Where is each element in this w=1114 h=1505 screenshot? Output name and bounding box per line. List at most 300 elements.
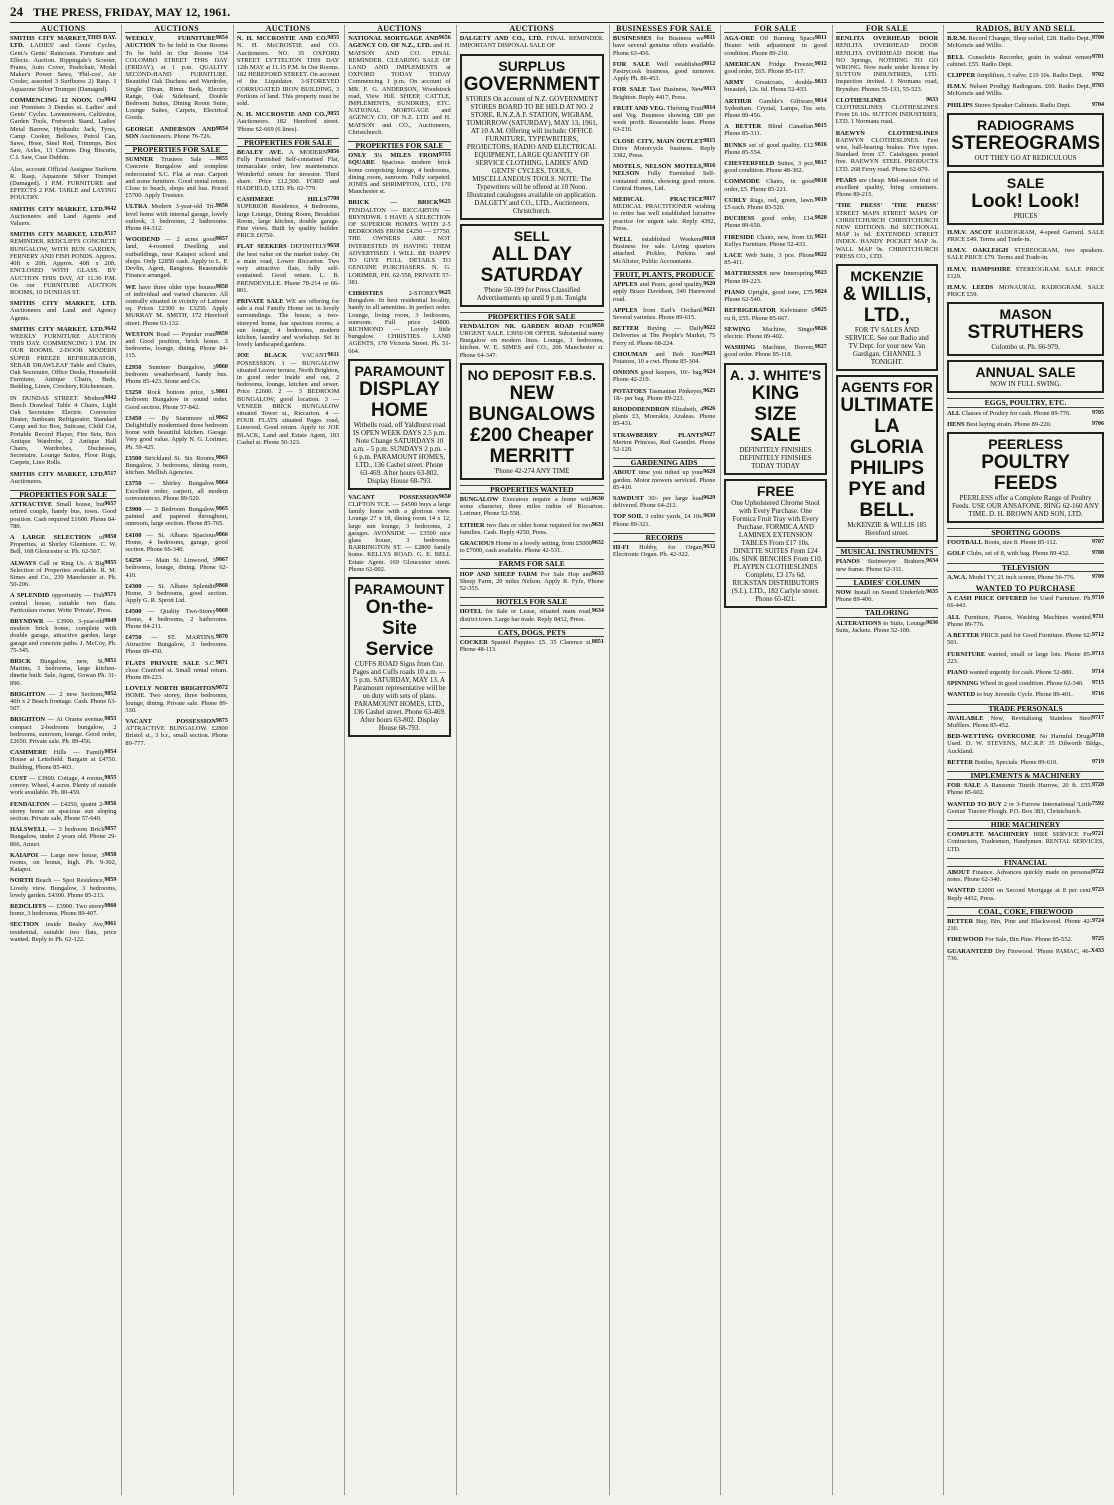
classified-ad <box>10 921 116 943</box>
ad-reference: 9634 <box>926 558 939 565</box>
ad-text: — 3 Bedroom Bungalow, painted and papered throughout, sunroom, large section. Phone 85-765. <box>125 505 228 528</box>
ad-text: REMINDER. REDCLIFFS CONCRETE BUNGALOW, WITH BUN GARDEN, FERNERY AND FISH PONDS. Approx. 40ft x 20ft. Approx. 40ft x 20ft. ENCLOSED WITH GLASS. BY AUCTION THIS DAY, AT 11.30 P.M. On our FURNITURE AUCTION ROOMS, 10 DUNDAS ST. <box>10 238 117 296</box>
classified-ad <box>10 326 116 391</box>
display-advertisement <box>947 171 1104 225</box>
section-subhead: GARDENING AIDS <box>613 458 715 467</box>
ad-text: set of good quality, £12. Phone 85-554. <box>724 141 815 156</box>
ad-text: Hobby, for Organ, Electronic Organ. Ph. 42-322. <box>612 543 704 559</box>
ad-text: wanted, small or large lots. Phone 85-223. <box>947 650 1092 665</box>
ad-lead: H.M.V. <box>947 83 967 91</box>
ad-reference: 9872 <box>215 685 228 692</box>
ad-lead: MATTRESSES <box>724 270 767 278</box>
section-subhead: CATS, DOGS, PETS <box>460 628 604 637</box>
ad-text: STEREOGRAM. SALE PRICE £129. <box>947 265 1104 280</box>
ad-lead: N. H. MCCROSTIE AND CO., <box>236 111 328 119</box>
classified-ad <box>613 544 715 558</box>
display-line: SURPLUS <box>498 57 566 74</box>
ad-reference: 9855 <box>104 774 117 781</box>
ad-lead: WE <box>125 283 137 291</box>
ad-reference: 9862 <box>215 414 228 421</box>
ad-text: Home in a lovely setting, from £5000 to £7000, cash available. Phone 42-531. <box>459 540 592 555</box>
display-advertisement <box>836 375 938 542</box>
newspaper-column <box>344 25 450 1495</box>
ad-text: 2 or 3-Furrow International 'Little Genius' Tractor Plough. P.O. Box 383, Christchurch. <box>947 800 1092 815</box>
display-line: STORES On account of N.Z. GOVERNMENT STORES BOARD TO BE HELD AT NO. 2 STORE, R.N.Z.A.F. STATION, WIGRAM, TOMORROW (SATURDAY), MAY 13, 1961, AT 10 A.M. Offering will include: OFFICE FURNITURE, TYPEWRITERS, PROJECTORS, RADIO AND ELECTRICAL EQUIPMENT, LARGE QUANTITY OF SERVICE CLOTHING, LADIES' AND GENTS' CYCLES, TOOLS, MISCELLANEOUS TOOLS. NOTE: The Typewriters will be offered at 10 Noon. Illustrated catalogues available on application. DALGETY and CO., LTD., Auctioneers, Christchurch. <box>465 94 599 215</box>
display-line: NEW BUNGALOWS £200 Cheaper MERRITT <box>468 382 596 467</box>
ad-lead: GEORGE ANDERSON AND SON <box>125 125 216 140</box>
classified-ad <box>613 307 715 321</box>
ad-reference: 9719 <box>1092 758 1104 765</box>
ad-lead: COMPLETE MACHINERY <box>947 831 1029 839</box>
ad-reference: 9870 <box>215 634 228 641</box>
ad-lead: LOVELY NORTH BRIGHTON <box>125 685 216 693</box>
ad-reference: 9816 <box>703 163 716 170</box>
section-subhead: PROPERTIES FOR SALE <box>125 145 227 154</box>
classified-ad <box>724 326 826 340</box>
ad-reference: 9861 <box>215 389 228 396</box>
ad-lead: PIANO <box>947 668 968 676</box>
ad-lead: MEDICAL PRACTICE <box>612 196 704 204</box>
display-line: MASON <box>999 306 1052 323</box>
ad-text: On our Premises 3 Dundas st. Ladies' and Gents' Cycles. Lawnmowers, Cultivator, Garden Tools, Fretwork Stand, Ladies' Metal Barrow, Hydraulic Jack, Tyres, Camp Cooker, Bellows, Petrol Can, Saws, Hose, Steel Rod, Trimmps, Box Saw, Axles, 13 Cartons Dog Biscuits, C.I. Saw, Case Dubbin. <box>10 96 117 162</box>
classified-ad <box>125 506 227 528</box>
classified-ad <box>10 501 116 530</box>
ad-reference: 9859 <box>104 877 117 884</box>
ad-text: Now, Revitalising Stainless Steel Mufflers. Phone 85-452. <box>947 714 1092 729</box>
ad-text: Model TV, 21 inch screen, Phone 56-776. <box>968 573 1076 581</box>
classified-ad <box>460 571 604 593</box>
ad-lead: COMMENCING 12 NOON. <box>10 96 93 104</box>
classified-ad <box>460 608 604 622</box>
classified-ad <box>237 35 339 107</box>
classified-ad <box>10 471 116 485</box>
display-line: POULTRY FEEDS <box>981 452 1070 495</box>
ad-reference: 9871 <box>215 659 228 666</box>
ad-text: — Shirley Bungalow. Excellent order, carport, all modern conveniences. Phone 89-520. <box>125 480 228 502</box>
classified-ad <box>10 35 116 93</box>
classified-ad <box>724 61 826 75</box>
ad-text: — 2 new Sections, 40ft x 2 Beach frontage. Cash. Phone 63-507. <box>10 690 117 713</box>
classified-ad <box>10 852 116 874</box>
ad-reference: 9857 <box>104 826 117 833</box>
classified-ad <box>125 634 227 656</box>
classified-ad <box>125 156 227 199</box>
ad-text: Chairs, in good order, £5. Phone 85-221. <box>724 178 815 193</box>
section-subhead: PROPERTIES WANTED <box>460 485 604 494</box>
ad-text: Elizabeth, 4 plants £3, Moerakis, Azaleas. Phone 85-431. <box>612 405 716 428</box>
ad-text: CLOTHESLINES CLOTHESLINES From £6 10s. SUTTON INDUSTRIES, LTD. 1 Normans road. <box>835 104 939 126</box>
ad-reference: 9650 <box>438 493 451 500</box>
ad-text: A Ransome Tineth Harrow, 20 ft. £55. Phone 85-602. <box>947 782 1092 797</box>
ad-lead: £3750 <box>125 480 142 488</box>
display-line: AGENTS FOR <box>841 379 933 396</box>
ad-reference: 9714 <box>1092 668 1104 675</box>
classified-ad <box>724 307 826 321</box>
ad-reference: 9861 <box>104 921 117 928</box>
classified-ad <box>613 236 715 265</box>
ad-text: Also, account Official Assignee Surform R. Rasp, Aquazone Silver Trumpet (Damaged). 1 P.M. FURNITURE and EFFECTS 2 P.M. TABLE and LAYING POULTRY. <box>10 165 117 202</box>
ad-reference: 9625 <box>438 289 451 296</box>
classified-ad <box>724 234 826 248</box>
classified-ad <box>125 236 227 279</box>
ad-lead: SMITHS CITY MARKET, LTD. <box>10 205 105 213</box>
ad-text: Wheel in good condition. Phone 62-340. <box>979 680 1084 688</box>
ad-text: Executors require a home with some character, three miles radius of Riccarton. Lorimer, Phone 52-558. <box>459 496 604 518</box>
classified-ad <box>836 202 938 260</box>
ad-reference: 9718 <box>1092 733 1104 740</box>
ad-reference: 8517 <box>104 470 117 477</box>
ad-text: good order, £14. Phone 89-650. <box>724 215 815 230</box>
ad-text: Boots, size 8. Phone 85-112. <box>984 539 1058 547</box>
display-line: One Upholstered Chrome Stool with Every Purchase. One Formica Fruit Tray with Every Purchase. FORMICA AND LAMINEX EXTENSION TABLES From £17 10s. DINETTE SUITES From £24 10s. SINK BENCHES From £10. PLAYPEN CLOTHESLINES Complete, £3 17s 6d. RICKSTAN DISTRIBUTORS (S.I.), LTD., 182 Carlyle street. Phone 65-821. <box>728 498 823 603</box>
ad-reference: 9708 <box>1092 550 1104 557</box>
ad-lead: ONLY 3½ MILES FROM SQUARE <box>348 152 439 167</box>
display-advertisement <box>836 264 938 371</box>
classified-ad <box>724 344 826 358</box>
classified-ad <box>947 550 1104 557</box>
ad-text: RADIOGRAM, 4-speed Garrard. SALE PRICE £49. Terms and Trade-in. <box>947 228 1104 244</box>
ad-lead: BETTER <box>947 917 974 925</box>
display-line: GOVERNMENT <box>463 73 600 95</box>
ad-reference: 9630 <box>703 513 716 520</box>
classified-ad <box>348 199 450 285</box>
ad-text: Small house, but retired couple, handy bus, town. Good position. Cash required £1600. Phone 84-780. <box>10 501 117 530</box>
ad-reference: 9658 <box>591 322 604 329</box>
ad-reference: 9656 <box>438 35 451 42</box>
classified-ad <box>10 206 116 228</box>
classified-ad <box>10 877 116 899</box>
classified-ad <box>947 410 1104 417</box>
ad-lead: SMITHS CITY MARKET, LTD. <box>10 231 105 239</box>
ad-lead: EITHER <box>459 521 485 529</box>
ad-reference: 9700 <box>1092 35 1104 42</box>
section-subhead: FINANCIAL <box>947 858 1104 867</box>
ad-reference: 9851 <box>104 658 117 665</box>
ad-text: Tasmanian Pinkeyes, 18/- per bag. Phone 89-223. <box>612 387 704 402</box>
ad-lead: FIREWOOD <box>947 936 984 944</box>
ad-text: FENDALTON — RICCARTON — BRYNDWR. I HAVE A SELECTION OF SUPERIOR HOMES WITH 2-5 BEDROOMS FROM £4250 — £7750. THE OWNERS ARE NOT INTERESTED IN HAVING THEM ADVERTISED. I WILL BE HAPPY TO GIVE FULL DETAILS TO GENUINE PURCHASERS. N. G. LORIMER, PH. 62-558, PRIVATE 57-381. <box>348 206 451 286</box>
classified-ad <box>125 660 227 682</box>
ad-lead: £3900 <box>125 505 142 513</box>
section-subhead: TAILORING <box>836 608 938 617</box>
ad-lead: £3250 <box>125 389 142 397</box>
ad-reference: 9813 <box>703 86 716 93</box>
classified-ad <box>947 229 1104 243</box>
ad-reference: 9825 <box>814 307 827 314</box>
ad-lead: AVAILABLE <box>947 714 984 722</box>
classified-ad <box>836 589 938 603</box>
ad-text: FOR URGENT SALE. £3950 OR OFFER. Substantial sunny Bungalow on modern lines. Lounge, 3 bedrooms, kitchen. W. E. SIMES and CO., 206 Manchester st. Phone 64-347. <box>459 322 604 359</box>
display-advertisement <box>460 54 604 220</box>
section-subhead: LADIES' COLUMN <box>836 578 938 587</box>
display-line: 'Phone 50-199 for Press Classified Advertisements up until 9 p.m. Tonight <box>476 285 587 302</box>
ad-lead: COCKER <box>459 639 488 647</box>
ad-lead: SMITHS CITY MARKET, LTD. <box>10 325 105 333</box>
ad-text: Auctioneers. Phone 76-726. <box>139 132 212 140</box>
ad-reference: 9854 <box>215 125 228 132</box>
section-subhead: PROPERTIES FOR SALE <box>348 141 450 150</box>
ad-reference: 9709 <box>1092 573 1104 580</box>
display-line: ALL DAY SATURDAY <box>480 243 583 286</box>
ad-lead: AGA-ORE <box>724 35 755 43</box>
ad-text: Strickland St. Six Rooms, Bungalow, 3 bedrooms, dining room, kitchen. Mellish Agencies. <box>125 454 228 477</box>
classified-ad <box>348 35 450 136</box>
ad-reference: 7592 <box>1092 800 1104 807</box>
classified-ad <box>947 759 1104 766</box>
classified-ad <box>237 352 339 446</box>
ad-text: inside Bealey Ave, residential, suitable two flats, price wanted. Reply to Ph. 62-122. <box>10 921 117 943</box>
classified-ad <box>947 733 1104 755</box>
ad-text: Spacious modern brick home comprising lounge, 4 bedrooms, dining room, sunroom. Fully carpeted. JONES and SHRIMPTON, LTD., 170 Manchester st. <box>348 159 451 196</box>
ad-lead: BRIGHTON <box>10 716 46 724</box>
classified-columns <box>10 25 1104 1495</box>
ad-text: — Quality Two-Storey Home, 4 bedrooms, 2 bathrooms. Phone 84-211. <box>125 608 228 630</box>
ad-text: opportunity — Fish central house, suitable two flats. Particulars owner. Write 'Private', Press. <box>10 592 117 614</box>
ad-lead: H.M.V. OAKLEIGH <box>947 247 1009 255</box>
classified-ad <box>237 196 339 239</box>
ad-text: STEREOGRAM, two speakers. SALE PRICE £79. Terms and Trade-in. <box>947 247 1104 262</box>
classified-ad <box>724 79 826 93</box>
ad-text: for Used Furniture. Ph. 66-443. <box>947 595 1092 610</box>
ad-text: Upright, good tone, £75. Phone 62-540. <box>724 288 815 304</box>
classified-ad <box>947 948 1104 962</box>
classified-ad <box>125 557 227 579</box>
ad-lead: KAIAPOI <box>10 851 39 859</box>
classified-ad <box>836 130 938 173</box>
ad-text: Amplifiers, 3 valve. £19 10s. Radio Dept. <box>976 72 1084 80</box>
classified-ad <box>613 406 715 428</box>
ad-text: Call or Ring Us. A Big Selection of Properties available. R. M. Simes and Co., 239 Manchester st. Ph. 50-206. <box>10 559 117 589</box>
column-heading: FOR SALE <box>724 25 826 33</box>
ad-lead: CHRISTIES <box>348 289 384 297</box>
ad-reference: 9811 <box>815 35 827 42</box>
classified-ad <box>836 177 938 199</box>
ad-lead: GUARANTEED <box>947 947 993 955</box>
newspaper-column <box>943 25 1104 1495</box>
display-line: & WILLIS, LTD., <box>842 284 932 327</box>
ad-lead: WANTED <box>947 691 976 699</box>
newspaper-column <box>720 25 826 1495</box>
ad-lead: A BETTER <box>947 632 980 640</box>
ad-lead: £4250 <box>125 557 142 565</box>
display-line: STEREOGRAMS <box>951 132 1100 154</box>
classified-ad <box>125 532 227 554</box>
ad-text: — St. Albans Splendid Home, 3 bedrooms, good section. Apply G. R. Sprott Ltd. <box>125 582 228 605</box>
display-line: SELL <box>513 227 550 244</box>
ad-lead: CURLY <box>724 196 747 204</box>
ad-reference: 9627 <box>703 431 716 438</box>
display-line: DEFINITELY FINISHES DEFINITELY FINISHES TODAY TODAY <box>739 445 812 470</box>
ad-text: Auctioneers. 182 Hereford street. 'Phone 62-669 (6 lines). <box>236 118 340 133</box>
display-line: ANNUAL SALE <box>975 364 1076 381</box>
ad-reference: 9813 <box>814 79 827 86</box>
section-subhead: TRADE PERSONALS <box>947 704 1104 713</box>
ad-lead: H.M.V. HAMPSHIRE <box>947 265 1011 273</box>
ad-text: and Bob Kerr Potatoes, 10 a cwt. Phone 85-304. <box>612 350 704 365</box>
classified-ad <box>10 801 116 823</box>
ad-reference: 9631 <box>591 521 604 528</box>
classified-ad <box>237 243 339 293</box>
ad-lead: HI-FI <box>612 543 629 551</box>
ad-text: — £3900. 3-year-old modern brick home, complete with double garage, attractive garden, large garage and concrete paths. J. McCoy, Ph. 75-345. <box>10 618 117 654</box>
ad-lead: WOODEND <box>125 236 160 244</box>
ad-lead: DALGETY AND CO., LTD. <box>459 35 543 43</box>
ad-lead: SEWING <box>724 325 751 333</box>
display-line: OUT THEY GO AT REDICULOUS <box>974 153 1077 162</box>
ad-text: Buying — Daily Deliveries at The People's Market, 75 Ferry rd. Phone 68-224. <box>612 325 716 347</box>
ad-lead: NATIONAL MORTGAGE AND AGENCY CO. OF N.Z., LTD. <box>348 35 439 50</box>
display-line: FREE <box>756 482 795 499</box>
classified-ad <box>613 138 715 160</box>
classified-ad <box>947 421 1104 428</box>
column-heading: AUCTIONS <box>10 25 116 33</box>
ad-reference: 9625 <box>438 199 451 206</box>
ad-text: from Earl's Orchard. Several varieties. Phone 89-615. <box>612 306 704 321</box>
ad-lead: NOW <box>835 588 852 596</box>
newspaper-column <box>10 25 116 1495</box>
ad-text: Nelson Prodigy Radiogram. £69. Radio Dept., McKenzie and Willis. <box>947 83 1092 98</box>
ad-text: Fully Furnished Self-contained units, showing good return. Central Homes, Ltd. <box>612 170 716 192</box>
section-subhead: FRUIT, PLANTS, PRODUCE <box>613 270 715 279</box>
ad-reference: 9814 <box>703 104 716 111</box>
ad-text: Merton Princess, Red Gauntlet. Phone 52-120. <box>612 438 716 453</box>
classified-ad <box>947 614 1104 628</box>
classified-ad <box>613 35 715 57</box>
classified-ad <box>10 534 116 556</box>
ad-reference: 9703 <box>1092 83 1104 90</box>
ad-text: Classes of Poultry for cash. Phone 89-776. <box>961 409 1071 417</box>
ad-text: MONAURAL RADIOGRAM. SALE PRICE £59. <box>947 284 1104 299</box>
ad-lead: 'THE PRESS' 'THE PRESS' <box>835 202 939 210</box>
ad-text: PRICE paid for Good Furniture. Phone 62-501. <box>947 632 1092 647</box>
ad-lead: PIANOS <box>835 558 860 566</box>
display-advertisement <box>724 363 826 475</box>
classified-ad <box>947 247 1104 261</box>
section-subhead: HIRE MACHINERY <box>947 820 1104 829</box>
ad-text: Buy, Bin, Pine and Blackwood. Phone 42-210. <box>947 917 1092 933</box>
ad-reference: 9755 <box>438 152 451 159</box>
ad-lead: A LARGE SELECTION <box>10 534 91 541</box>
classified-ad <box>348 494 450 573</box>
display-line: FOR TV SALES AND SERVICE. See our Radio and TV Dept. for your new Van Gardigan. CHANNEL 3 TONIGHT. <box>845 326 929 367</box>
classified-ad <box>10 300 116 322</box>
ad-lead: PIANO <box>724 288 745 296</box>
display-line: DISPLAY HOME <box>359 378 440 421</box>
ad-reference: 9820 <box>814 215 827 222</box>
ad-text: Auctioneers and Land and Agency Agents. <box>10 307 117 322</box>
ad-reference: 9632 <box>591 540 604 547</box>
ad-text: WE are offering for sale a real Family Home set in lovely surroundings. The house, a two-storeyed home, has spacious rooms, a sun lounge, 4 bedrooms, modern kitchen, laundry and workshop. Set in lovely landscaped gardens. <box>236 297 340 349</box>
ad-text: Finance. Advances quickly made on personal notes. Phone 62-340. <box>947 868 1092 884</box>
ad-text: Spaniel Puppies. £5. 35 Clarence st. Phone 48-113. <box>459 639 592 654</box>
display-advertisement <box>724 479 826 608</box>
ad-lead: TOP SOIL <box>612 513 644 521</box>
classified-ad <box>947 83 1104 97</box>
ad-reference: 9628 <box>703 469 716 476</box>
ad-reference: 9621 <box>703 306 716 313</box>
ad-text: Web Suite, 3 pce. Phone 85-411. <box>724 252 815 267</box>
ad-text: ATTRACTIVE BUNGALOW. £2800 Bristol st., 3 b.r., small section. Phone 89-777. <box>125 725 228 747</box>
classified-ad <box>613 469 715 491</box>
ad-text: FINAL REMINDER. IMPORTANT DISPOSAL SALE OF <box>459 35 604 50</box>
ad-lead: CASHMERE <box>10 749 47 757</box>
ad-text: to Suits, Lounge Suits, Jackets. Phone 52-100. <box>835 619 927 634</box>
section-subhead: COAL, COKE, FIREWOOD <box>947 907 1104 916</box>
ad-lead: VACANT POSSESSION <box>348 493 439 501</box>
display-line: KING SIZE SALE <box>750 382 801 446</box>
display-line: NOW IN FULL SWING. <box>989 380 1062 389</box>
ad-reference: 9620 <box>703 281 716 288</box>
column-heading: AUCTIONS <box>460 25 604 33</box>
ad-reference: 9704 <box>1092 101 1104 108</box>
classified-ad <box>125 126 227 140</box>
classified-ad <box>724 142 826 156</box>
ad-text: Clubs, set of 8, with bag. Phone 89-432. <box>966 550 1070 558</box>
display-line: PEERLESS <box>988 436 1063 453</box>
classified-ad <box>947 918 1104 932</box>
ad-text: CLIFTON TCE. — £4500 buys a large family home with a glorious view. Lounge 27 x 18, dining room 14 x 12, large sun lounge, 3 bedrooms, 2 garages. AVONSIDE — £3500 nice glass house, 3 bedrooms. BARRINGTON ST. — £2800 family home. KELLYS ROAD. G. E. BELL Estate Agent. 169 Gloucester street. Phone 62-002. <box>348 500 451 573</box>
ad-lead: N. H. MCCROSTIE AND CO. <box>236 35 328 43</box>
classified-ad <box>724 252 826 266</box>
ad-text: Bottles, Specials. Phone 89-610. <box>974 758 1058 766</box>
classified-ad <box>947 691 1104 698</box>
ad-lead: H.M.V. ASCOT <box>947 228 992 236</box>
ad-lead: BRYNDWR <box>10 618 44 626</box>
ad-reference: 9842 <box>104 394 117 401</box>
display-line: NO DEPOSIT F.B.S. <box>467 366 596 383</box>
classified-ad <box>613 281 715 303</box>
ad-reference: 9867 <box>215 557 228 564</box>
ad-reference: 9624 <box>703 369 716 376</box>
ad-lead: ATTRACTIVE <box>10 501 53 509</box>
classified-ad <box>348 152 450 195</box>
classified-ad <box>460 540 604 554</box>
ad-reference: 9858 <box>215 283 228 290</box>
ad-text: Drive Motorcycle business. Reply 3382, Press. <box>612 144 716 160</box>
ad-reference: 9817 <box>814 160 827 167</box>
ad-reference: 9855 <box>215 156 228 163</box>
ad-text: 2-STOREY Bungalow. In best residential locality, handy to all amenities. In perfect order. Lounge, living room, 3 bedrooms, sunroom. Full price £4800. RICHMOND — Lovely little bungalow. CHRISTIES LAND AGENTS, 170 Victoria Street. Ph. 51-664. <box>348 289 451 355</box>
ad-lead: VACANT POSSESSION <box>125 718 216 726</box>
ad-lead: PEARS <box>835 176 857 184</box>
ad-reference: 9815 <box>703 137 716 144</box>
ad-lead: BRICK — BRICK <box>348 199 439 207</box>
ad-text: Trustees Sale — Concrete Bungalow and complete redecorated S.C. Flat at rear. Carport and some furniture. Good rental return. Close to beach, shops and bus. Priced £5700. Apply Trustees. <box>125 156 228 200</box>
ad-lead: ABOUT <box>612 469 636 477</box>
ad-lead: AMERICAN <box>724 60 761 68</box>
classified-ad <box>125 203 227 232</box>
ad-reference: 9571 <box>104 592 117 599</box>
ad-text: Auctioneers and Land Agents and Valuers. <box>10 212 117 228</box>
newspaper-column <box>121 25 227 1495</box>
ad-lead: RHODODENDRON <box>612 405 670 413</box>
ad-lead: FOOTBALL <box>947 539 983 547</box>
ad-lead: WASHING <box>724 344 756 352</box>
classified-ad <box>613 61 715 83</box>
ad-text: Blind Canadian. Phone 85-311. <box>724 123 815 138</box>
ad-lead: WANTED TO BUY <box>947 800 1002 808</box>
newspaper-column <box>233 25 339 1495</box>
ad-reference: 9852 <box>104 690 117 697</box>
classified-ad <box>460 639 604 653</box>
ad-reference: 9823 <box>814 270 827 277</box>
classified-ad <box>947 54 1104 68</box>
classified-ad <box>613 351 715 365</box>
ad-lead: DUCHESS <box>724 215 755 223</box>
ad-lead: £3450 <box>125 414 142 422</box>
display-line: On-the-Site Service <box>365 596 434 660</box>
ad-reference: 9625 <box>703 387 716 394</box>
